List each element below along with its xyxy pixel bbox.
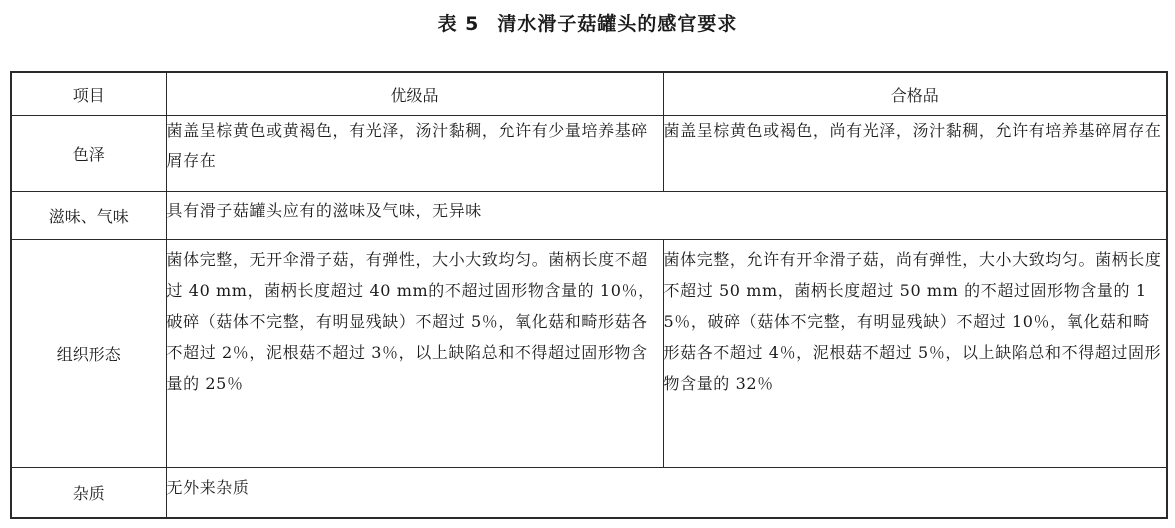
table-number: 表 5 [437,13,480,35]
tissue-qualified-cell: 菌体完整，允许有开伞滑子菇，尚有弹性，大小大致均匀。菌柄长度不超过 50 mm，菌柄长度超过 50 mm 的不超过固形物含量的 15％，破碎（菇体不完整，有明显残缺）不超过 10％，氧化菇和畸形菇各不超过 4％，泥根菇不超过 5％，以上缺陷总和不得超过固形物含量的 32％ [663,240,1167,468]
color-qualified-cell: 菌盖呈棕黄色或褐色，尚有光泽，汤汁黏稠，允许有培养基碎屑存在 [663,116,1167,192]
taste-cell: 具有滑子菇罐头应有的滋味及气味，无异味 [166,192,1167,240]
header-qualified-grade: 合格品 [663,72,1167,116]
table-row-color [11,116,1167,192]
table-caption [0,4,1175,44]
table-row-taste [11,192,1167,240]
table-header-row [11,72,1167,116]
row-label-color: 色泽 [11,116,166,192]
row-label-tissue: 组织形态 [11,240,166,468]
header-item: 项目 [11,72,166,116]
table-title: 清水滑子菇罐头的感官要求 [497,13,738,35]
row-label-impurity: 杂质 [11,468,166,519]
table-row-tissue [11,240,1167,468]
header-premium-grade: 优级品 [166,72,663,116]
row-label-taste: 滋味、气味 [11,192,166,240]
table-row-impurity [11,468,1167,519]
sensory-requirements-table [10,71,1168,519]
impurity-cell: 无外来杂质 [166,468,1167,519]
tissue-premium-cell: 菌体完整，无开伞滑子菇，有弹性，大小大致均匀。菌柄长度不超过 40 mm，菌柄长度超过 40 mm的不超过固形物含量的 10％，破碎（菇体不完整，有明显残缺）不超过 5％，氧化菇和畸形菇各不超过 2％，泥根菇不超过 3％，以上缺陷总和不得超过固形物含量的 25％ [166,240,663,468]
color-premium-cell: 菌盖呈棕黄色或黄褐色，有光泽，汤汁黏稠，允许有少量培养基碎屑存在 [166,116,663,192]
